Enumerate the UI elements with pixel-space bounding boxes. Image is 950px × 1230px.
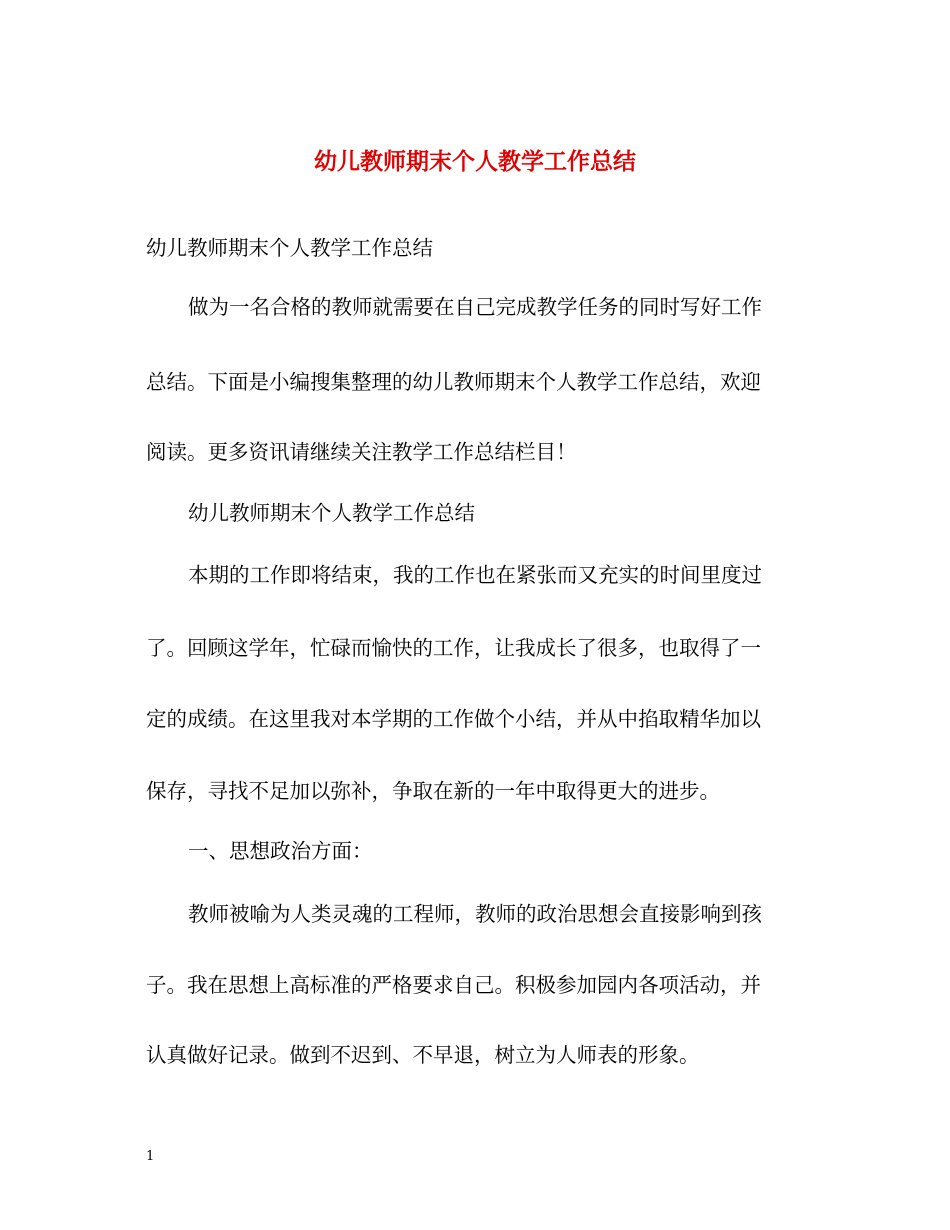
paragraph-line: 定的成绩。在这里我对本学期的工作做个小结，并从中掐取精华加以	[146, 707, 761, 731]
subtitle-line: 幼儿教师期末个人教学工作总结	[146, 236, 433, 260]
section-heading: 一、思想政治方面：	[188, 839, 373, 863]
paragraph-line: 认真做好记录。做到不迟到、不早退，树立为人师表的形象。	[146, 1043, 700, 1067]
paragraph-line: 做为一名合格的教师就需要在自己完成教学任务的同时写好工作	[188, 295, 762, 319]
paragraph-line: 本期的工作即将结束，我的工作也在紧张而又充实的时间里度过	[188, 563, 762, 587]
paragraph-line: 阅读。更多资讯请继续关注教学工作总结栏目！	[146, 440, 577, 464]
paragraph-line: 了。回顾这学年，忙碌而愉快的工作，让我成长了很多，也取得了一	[146, 636, 761, 660]
section-heading: 幼儿教师期末个人教学工作总结	[188, 501, 475, 525]
paragraph-line: 教师被喻为人类灵魂的工程师，教师的政治思想会直接影响到孩	[188, 902, 762, 926]
document-title: 幼儿教师期末个人教学工作总结	[314, 148, 636, 175]
paragraph-line: 子。我在思想上高标准的严格要求自己。积极参加园内各项活动，并	[146, 973, 761, 997]
paragraph-line: 总结。下面是小编搜集整理的幼儿教师期末个人教学工作总结，欢迎	[146, 370, 761, 394]
paragraph-line: 保存，寻找不足加以弥补，争取在新的一年中取得更大的进步。	[146, 779, 720, 803]
page-number: 1	[146, 1149, 155, 1164]
